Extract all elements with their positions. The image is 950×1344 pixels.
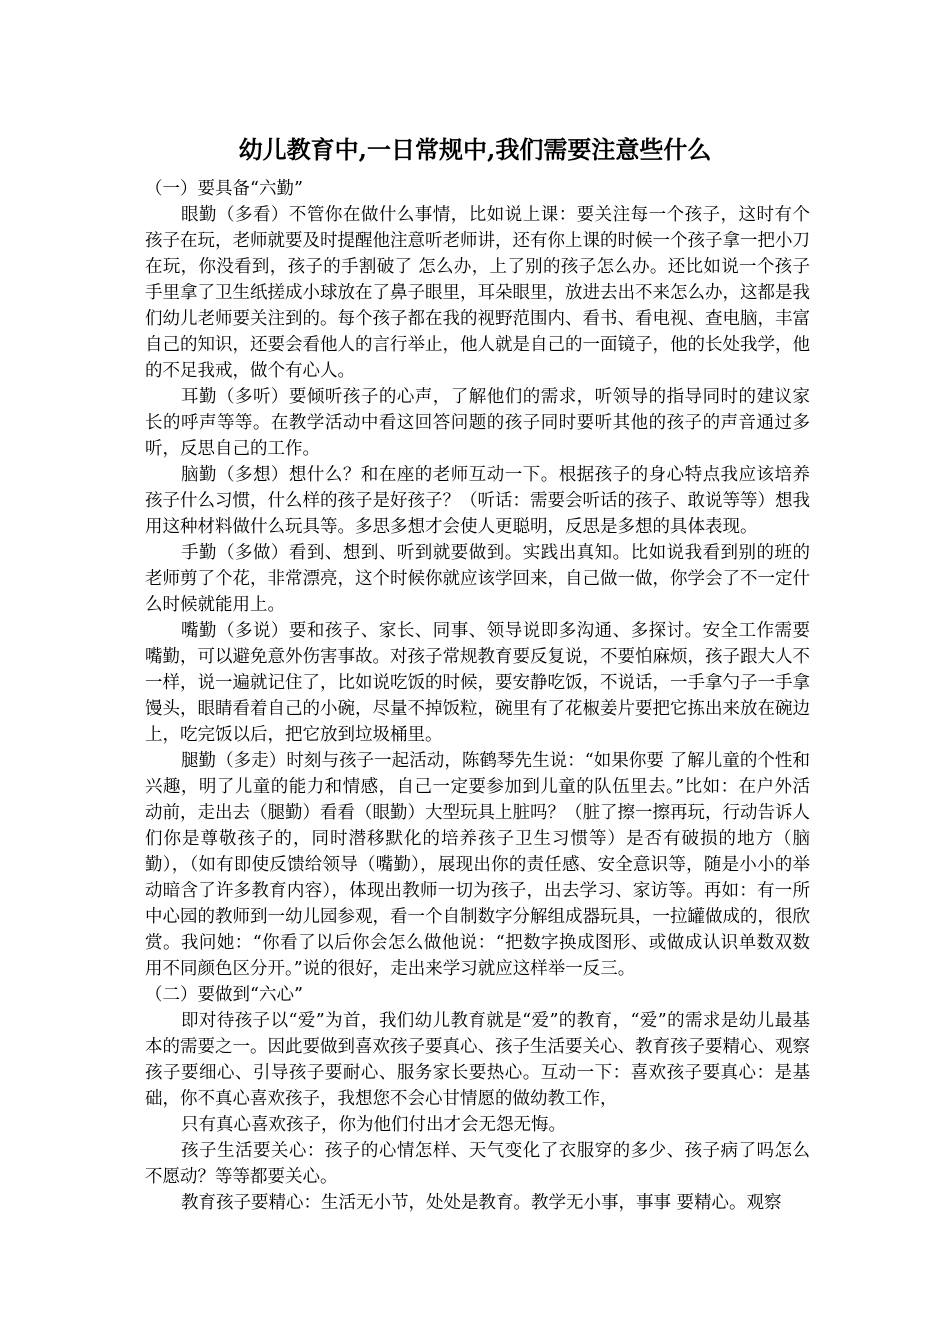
- document-body: [145, 176, 810, 1216]
- paragraph-mouth: 嘴勤（多说）要和孩子、家长、同事、领导说即多沟通、多探讨。安全工作需要嘴勤，可以避免意外伤害事故。对孩子常规教育要反复说，不要怕麻烦，孩子跟大人不一样，说一遍就记住了，比如说吃饭的时候，要安静吃饭，不说话，一手拿勺子一手拿馒头，眼睛看着自己的小碗，尽量不掉饭粒，碗里有了花椒姜片要把它拣出来放在碗边上，吃完饭以后，把它放到垃圾桶里。: [145, 621, 810, 745]
- paragraph-sincere: 只有真心喜欢孩子，你为他们付出才会无怨无悔。: [181, 1115, 566, 1135]
- paragraph-brain: 脑勤（多想）想什么？和在座的老师互动一下。根据孩子的身心特点我应该培养孩子什么习惯，什么样的孩子是好孩子？（听话：需要会听话的孩子、敢说等等）想我用这种材料做什么玩具等。多思多想才会使人更聪明，反思是多想的具体表现。: [145, 465, 810, 537]
- paragraph-love: 即对待孩子以“爱”为首，我们幼儿教育就是“爱”的教育，“爱”的需求是幼儿最基本的需要之一。因此要做到喜欢孩子要真心、孩子生活要关心、教育孩子要精心、观察孩子要细心、引导孩子要耐心、服务家长要热心。互动一下：喜欢孩子要真心：是基础，你不真心喜欢孩子，我想您不会心甘情愿的做幼教工作，: [145, 1011, 810, 1109]
- paragraph-ear: 耳勤（多听）要倾听孩子的心声，了解他们的需求，听领导的指导同时的建议家长的呼声等等。在教学活动中看这回答问题的孩子同时要听其他的孩子的声音通过多听，反思自己的工作。: [145, 387, 810, 459]
- paragraph-careful: 教育孩子要精心：生活无小节，处处是教育。教学无小事，事事 要精心。观察: [181, 1193, 782, 1213]
- paragraph-eye: 眼勤（多看）不管你在做什么事情，比如说上课：要关注每一个孩子，这时有个孩子在玩，老师就要及时提醒他注意听老师讲，还有你上课的时候一个孩子拿一把小刀在玩，你没看到，孩子的手割破了 怎么办，上了别的孩子怎么办。还比如说一个孩子手里拿了卫生纸搓成小球放在了鼻子眼里，耳朵眼里，放进去出不来怎么办，这都是我们幼儿老师要关注到的。每个孩子都在我的视野范围内、看书、看电视、查电脑，丰富自己的知识，还要会看他人的言行举止，他人就是自己的一面镜子，他的长处我学，他的不足我戒，做个有心人。: [145, 205, 810, 381]
- paragraph-care: 孩子生活要关心：孩子的心情怎样、天气变化了衣服穿的多少、孩子病了吗怎么不愿动？等等都要关心。: [145, 1141, 810, 1187]
- document-title: 幼儿教育中,一日常规中,我们需要注意些什么: [238, 135, 712, 164]
- paragraph-leg: 腿勤（多走）时刻与孩子一起活动，陈鹤琴先生说：“如果你要 了解儿童的个性和兴趣，明了儿童的能力和情感，自己一定要参加到儿童的队伍里去。”比如：在户外活动前，走出去（腿勤）看看（眼勤）大型玩具上脏吗？（脏了擦一擦再玩，行动告诉人们你是尊敬孩子的，同时潜移默化的培养孩子卫生习惯等）是否有破损的地方（脑勤），（如有即使反馈给领导（嘴勤），展现出你的责任感、安全意识等，随是小小的举动暗含了许多教育内容），体现出教师一切为孩子，出去学习、家访等。再如：有一所中心园的教师到一幼儿园参观，看一个自制数字分解组成器玩具，一拉罐做成的，很欣赏。我问她：“你看了以后你会怎么做他说：“把数字换成图形、或做成认识单数双数用不同颜色区分开。”说的很好，走出来学习就应这样举一反三。: [145, 751, 810, 979]
- section-heading-liuxin: （二）要做到“六心”: [145, 985, 303, 1005]
- paragraph-hand: 手勤（多做）看到、想到、听到就要做到。实践出真知。比如说我看到别的班的老师剪了个花，非常漂亮，这个时候你就应该学回来，自己做一做，你学会了不一定什么时候就能用上。: [145, 543, 810, 615]
- section-heading-liuqin: （一）要具备“六勤”: [145, 179, 303, 199]
